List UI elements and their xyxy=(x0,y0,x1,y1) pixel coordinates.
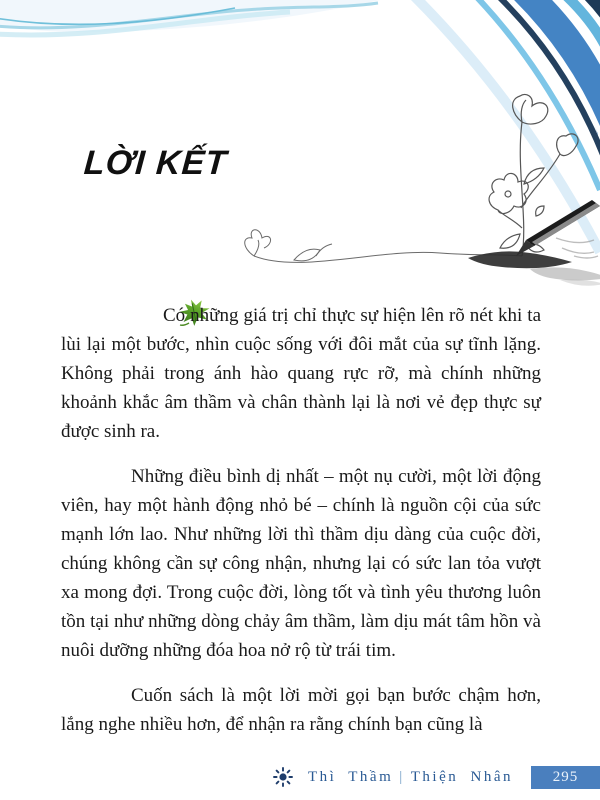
wave-line-teal xyxy=(0,8,235,24)
footer-separator: | xyxy=(399,768,405,785)
page-footer xyxy=(0,765,600,789)
flower-pen-illustration xyxy=(230,88,600,295)
paragraph-1 xyxy=(61,297,541,446)
body-text xyxy=(61,297,541,755)
page-number-badge xyxy=(531,766,600,789)
corner-gap-2 xyxy=(548,0,600,80)
wave-line-light xyxy=(0,3,378,28)
book-title: Thì Thầm xyxy=(307,768,394,785)
corner-band-navy-outer xyxy=(582,0,600,40)
corner-gap-1 xyxy=(570,0,600,52)
running-footer-text xyxy=(308,769,513,786)
page-title: LỜI KẾT xyxy=(82,144,229,182)
wave-line-pale xyxy=(0,12,290,35)
paragraph-2: Những điều bình dị nhất – một nụ cười, một lời động viên, hay một hành động nhỏ bé – chính là nguồn cội của sức mạnh lớn lao. Như những lời thì thầm dịu dàng của cuộc đời, chúng không cần sự công nhận, nhưng lại có sức lan tỏa vượt xa mong đợi. Trong cuộc đời, lòng tốt và tình yêu thương luôn tồn tại như những dòng chảy âm thầm, làm dịu mát tâm hồn và nuôi dưỡng những đóa hoa nở rộ từ trái tim. xyxy=(61,466,541,661)
paragraph-3: Cuốn sách là một lời mời gọi bạn bước chậm hơn, lắng nghe nhiều hơn, để nhận ra rằng chính bạn cũng là xyxy=(61,685,541,735)
sun-icon xyxy=(272,766,294,788)
page-number: 295 xyxy=(552,768,579,785)
pen-icon xyxy=(516,200,600,256)
leaf-icon xyxy=(119,297,155,325)
corner-band-cyan-outer xyxy=(560,0,600,66)
paragraph-1-text: Có những giá trị chỉ thực sự hiện lên rõ nét khi ta lùi lại một bước, nhìn cuộc sống với đôi mắt của sự tĩnh lặng. Không phải trong ánh hào quang rực rỡ, mà chính những khoảnh khắc âm thầm và chân thành lại là nơi vẻ đẹp thực sự được sinh ra. xyxy=(61,305,541,442)
wave-soft-fill xyxy=(0,0,380,32)
author-name: Thiện Nhân xyxy=(410,768,513,785)
